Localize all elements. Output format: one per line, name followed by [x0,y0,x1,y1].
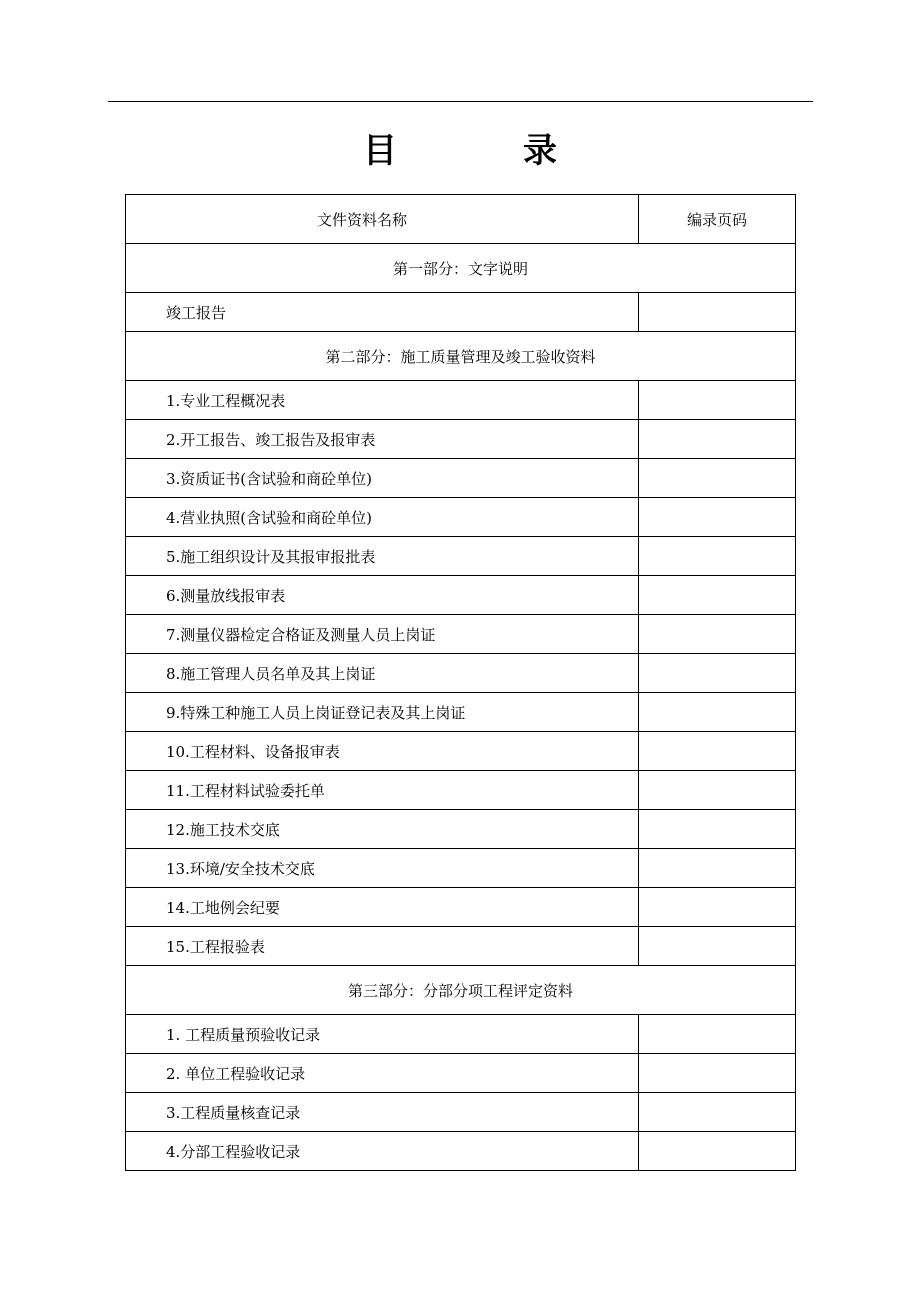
page-number-cell [639,576,796,615]
section-heading-row [126,244,796,293]
table-row [126,1054,796,1093]
page-number-cell [639,293,796,332]
document-name-cell: 3.资质证书(含试验和商砼单位) [126,459,639,498]
section-heading-row [126,966,796,1015]
page-number-cell [639,810,796,849]
document-name-cell: 15.工程报验表 [126,927,639,966]
document-name-cell: 10.工程材料、设备报审表 [126,732,639,771]
document-name-cell: 4.营业执照(含试验和商砼单位) [126,498,639,537]
document-name-cell: 8.施工管理人员名单及其上岗证 [126,654,639,693]
section-heading: 第一部分：文字说明 [126,244,796,293]
column-header-page: 编录页码 [639,195,796,244]
document-name-cell: 5.施工组织设计及其报审报批表 [126,537,639,576]
table-row [126,537,796,576]
page-number-cell [639,381,796,420]
contents-table [125,194,796,1171]
page-number-cell [639,888,796,927]
document-name-cell: 13.环境/安全技术交底 [126,849,639,888]
table-row [126,381,796,420]
table-row [126,654,796,693]
table-row [126,1093,796,1132]
table-header-row [126,195,796,244]
page-number-cell [639,1093,796,1132]
page-number-cell [639,1054,796,1093]
table-row [126,576,796,615]
table-row [126,693,796,732]
page-number-cell [639,1015,796,1054]
page-number-cell [639,771,796,810]
table-row [126,927,796,966]
table-row [126,293,796,332]
document-name-cell: 12.施工技术交底 [126,810,639,849]
table-row [126,1132,796,1171]
page-number-cell [639,732,796,771]
document-name-cell: 竣工报告 [126,293,639,332]
table-row [126,498,796,537]
document-name-cell: 4.分部工程验收记录 [126,1132,639,1171]
table-row [126,888,796,927]
table-row [126,771,796,810]
page-number-cell [639,615,796,654]
document-name-cell: 6.测量放线报审表 [126,576,639,615]
page-number-cell [639,459,796,498]
section-heading-row [126,332,796,381]
document-name-cell: 3.工程质量核查记录 [126,1093,639,1132]
table-row [126,1015,796,1054]
page-number-cell [639,498,796,537]
page-number-cell [639,654,796,693]
page-number-cell [639,537,796,576]
table-row [126,459,796,498]
document-name-cell: 2.开工报告、竣工报告及报审表 [126,420,639,459]
section-heading: 第二部分：施工质量管理及竣工验收资料 [126,332,796,381]
table-row [126,849,796,888]
page-number-cell [639,927,796,966]
section-heading: 第三部分：分部分项工程评定资料 [126,966,796,1015]
document-name-cell: 1.专业工程概况表 [126,381,639,420]
header-rule [108,101,813,102]
document-name-cell: 9.特殊工种施工人员上岗证登记表及其上岗证 [126,693,639,732]
document-name-cell: 7.测量仪器检定合格证及测量人员上岗证 [126,615,639,654]
table-row [126,810,796,849]
page-number-cell [639,693,796,732]
table-row [126,420,796,459]
table-row [126,615,796,654]
document-name-cell: 2. 单位工程验收记录 [126,1054,639,1093]
table-row [126,732,796,771]
page-number-cell [639,420,796,459]
document-name-cell: 11.工程材料试验委托单 [126,771,639,810]
page-number-cell [639,849,796,888]
document-name-cell: 1. 工程质量预验收记录 [126,1015,639,1054]
column-header-name: 文件资料名称 [126,195,639,244]
document-name-cell: 14.工地例会纪要 [126,888,639,927]
page-title: 目 录 [363,131,603,171]
page-number-cell [639,1132,796,1171]
